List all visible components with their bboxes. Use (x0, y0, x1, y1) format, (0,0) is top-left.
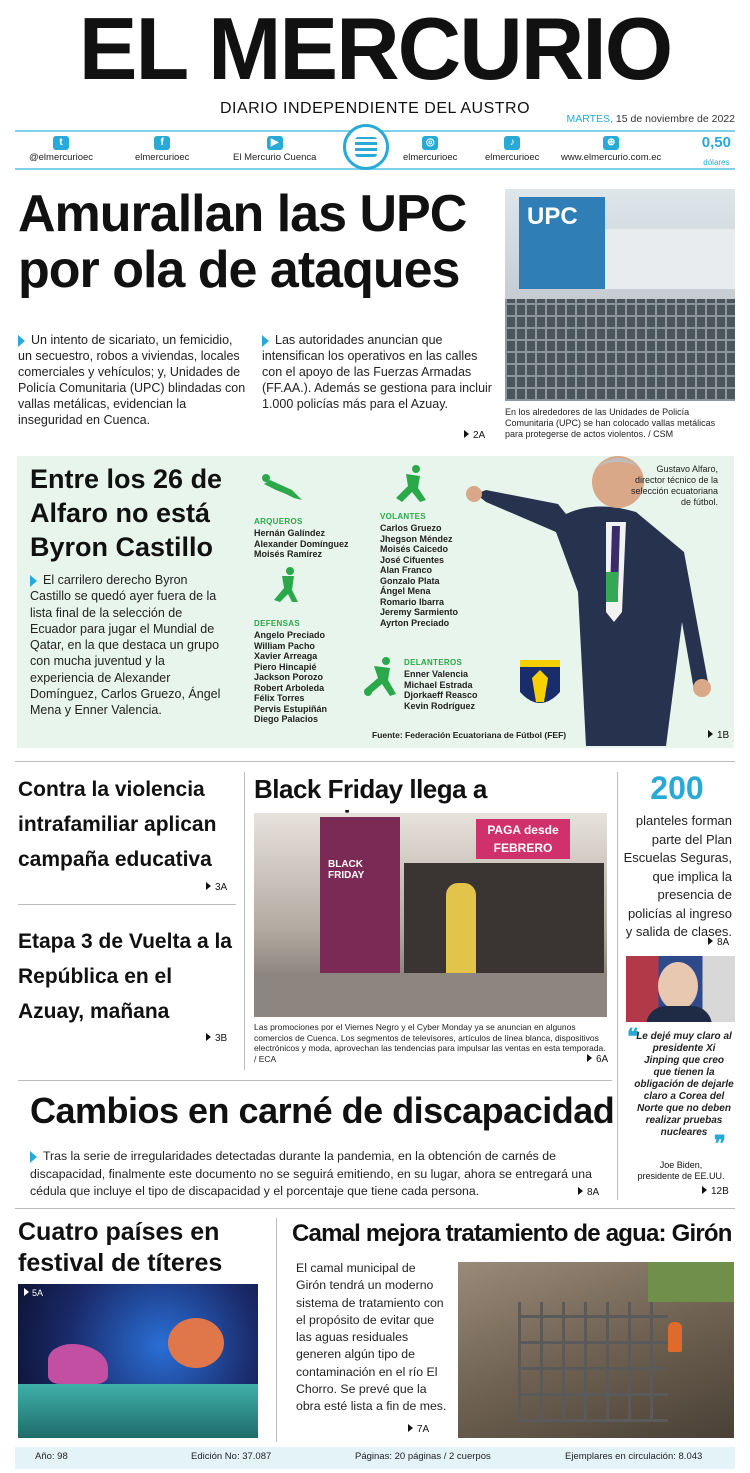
stat-text: planteles forman parte del Plan Escuelas Seguras, que implica la presencia de policías al ingreso y salida de clases. (623, 813, 732, 939)
volantes-title: VOLANTES (380, 512, 426, 521)
store-sign: PAGA desde FEBRERO (476, 819, 570, 859)
tiktok-icon: ♪ (504, 136, 520, 150)
metal-fence (505, 299, 735, 401)
midfielder-icon (390, 464, 430, 504)
disability-ref[interactable]: 8A (578, 1187, 599, 1198)
lead-headline[interactable]: Amurallan las UPC por ola de ataques (18, 185, 467, 299)
web-icon: ⊕ (603, 136, 619, 150)
upc-sign: UPC (527, 203, 578, 230)
bullet-icon (30, 1151, 37, 1163)
football-body: El carrilero derecho Byron Castillo se quedó ayer fuera de la lista final de la selección de Ecuador para jugar el Mundial de Qatar, en la que destaca un grupo con mucha juventud y la experiencia de Alexander Domínguez, Carlos Gruezo, Ángel Mena y Enner Valencia. (30, 573, 221, 718)
masthead-title: EL MERCURIO (78, 0, 672, 98)
biden-photo (626, 956, 735, 1022)
arqueros-list: Hernán Galíndez Alexander Domínguez Moisés Ramírez (254, 528, 349, 559)
lead-col1: Un intento de sicariato, un femicidio, un secuestro, robos a viviendas, locales comerciales y vehículos; y, Unidades de Policía Comunitaria (UPC) blindadas con vallas metálicas, evidencian la inseguridad en Cuenca. (18, 333, 246, 427)
puppets-ref[interactable]: 5A (24, 1288, 43, 1298)
arqueros-title: ARQUEROS (254, 517, 303, 526)
rebar-frame (518, 1302, 668, 1422)
lead-col2: Las autoridades anuncian que intensifican los operativos en las calles con el apoyo de las Fuerzas Armadas (FF.AA.). Además se gestiona para incluir 1.000 policías más para el Azuay. (262, 333, 492, 411)
water-ref[interactable]: 7A (408, 1424, 429, 1435)
puppets-headline[interactable]: Cuatro países en festival de títeres (18, 1218, 223, 1277)
quote-ref[interactable]: 12B (702, 1186, 729, 1197)
quote-open-icon: ❝ (627, 1024, 639, 1049)
disability-headline[interactable]: Cambios en carné de discapacidad (30, 1090, 615, 1131)
facebook-icon: f (154, 136, 170, 150)
date: MARTES, 15 de noviembre de 2022 (566, 113, 735, 125)
water-headline[interactable]: Camal mejora tratamiento de agua: Girón (292, 1220, 732, 1247)
social-bar (15, 130, 735, 170)
quote-author: Joe Biden, presidente de EE.UU. (637, 1160, 725, 1181)
instagram-icon: ◎ (422, 136, 438, 150)
social-tiktok[interactable]: ♪ elmercurioec (485, 137, 540, 163)
blackfriday-headline[interactable]: Black Friday llega a (254, 774, 487, 804)
violence-ref[interactable]: 3A (206, 882, 227, 893)
football-headline[interactable]: Entre los 26 de Alfaro no está Byron Castillo (30, 464, 223, 562)
bullet-icon (18, 335, 25, 347)
tagline: DIARIO INDEPENDIENTE DEL AUSTRO (219, 100, 531, 117)
cuenca-emblem-icon (343, 124, 389, 170)
biden-quote: Le dejé muy claro al presidente Xi Jinping que creo que tienen la obligación de dejarle claro a Corea del Norte que no deben realizar pruebas nucleares (634, 1031, 734, 1138)
defender-icon (268, 566, 304, 606)
water-body: El camal municipal de Girón tendrá un moderno sistema de tratamiento con el propósito de evitar que las aguas residuales generen algún tipo de contaminación en el río El Chorro. Se prevé que la obra esté lista a fin de mes. (296, 1261, 447, 1414)
bullet-icon (30, 575, 37, 587)
lead-ref[interactable]: 2A (464, 430, 485, 441)
blackfriday-ref[interactable]: 6A (587, 1054, 608, 1065)
delanteros-title: DELANTEROS (404, 658, 463, 667)
violence-headline[interactable]: Contra la violencia intrafamiliar aplican campaña educativa (18, 778, 217, 871)
price: 0,50 dólares (701, 134, 731, 167)
blackfriday-caption: Las promociones por el Viernes Negro y el Cyber Monday ya se anuncian en algunos comercios de Cuenca. Los segmentos de televisores, artículos de línea blanca, dispositivos electrónicos y moda, aprovechan las tendencias para impulsar las ventas en esta temporada. / ECA (254, 1022, 606, 1064)
upc-photo (505, 189, 735, 401)
football-source: Fuente: Federación Ecuatoriana de Fútbol (FEF) (372, 730, 567, 740)
social-youtube[interactable]: ▶ El Mercurio Cuenca (233, 137, 317, 163)
blackfriday-photo: BLACK FRIDAY PAGA desde FEBRERO (254, 813, 607, 1017)
delanteros-list: Enner Valencia Michael Estrada Djorkaeff Reasco Kevin Rodríguez (404, 669, 478, 711)
vuelta-ref[interactable]: 3B (206, 1033, 227, 1044)
goalkeeper-icon (258, 470, 304, 508)
social-facebook[interactable]: f elmercurioec (135, 137, 190, 163)
football-ref[interactable]: 1B (708, 730, 729, 741)
bullet-icon (262, 335, 269, 347)
defensas-list: Angelo Preciado William Pacho Xavier Arreaga Piero Hincapié Jackson Porozo Robert Arboleda Félix Torres Pervis Estupiñán Diego Palacios (254, 630, 328, 724)
water-photo (458, 1262, 734, 1438)
social-instagram[interactable]: ◎ elmercurioec (403, 137, 458, 163)
fef-logo-icon (516, 656, 564, 714)
youtube-icon: ▶ (267, 136, 283, 150)
upc-caption: En los alrededores de las Unidades de Policía Comunitaria (UPC) se han colocado vallas metálicas para protegerse de actos violentos. / CSM (505, 407, 716, 439)
footer-copies: Ejemplares en circulación: 8.043 (565, 1451, 703, 1462)
defensas-title: DEFENSAS (254, 619, 300, 628)
worker-figure (668, 1322, 682, 1352)
disability-body: Tras la serie de irregularidades detectadas durante la pandemia, en la obtención de carnés de discapacidad, finalmente este documento no se seguirá emitiendo, en su lugar, ahora se entregará una cédula que incluye el tipo de discapacidad y el porcentaje que tiene cada persona. (30, 1149, 592, 1198)
footer-edition: Edición No: 37.087 (191, 1451, 272, 1462)
volantes-list: Carlos Gruezo Jhegson Méndez Moisés Caicedo José Cifuentes Alan Franco Gonzalo Plata Ángel Mena Romario Ibarra Jeremy Sarmiento Ayrton Preciado (380, 523, 459, 628)
quote-close-icon: ❞ (714, 1131, 726, 1156)
puppets-photo (18, 1284, 258, 1438)
stat-ref[interactable]: 8A (708, 937, 729, 948)
stat-number: 200 (650, 770, 704, 806)
footer-bar (15, 1447, 735, 1469)
forward-icon (360, 656, 400, 698)
footer-pages: Páginas: 20 páginas / 2 cuerpos (355, 1451, 491, 1462)
social-web[interactable]: ⊕ www.elmercurio.com.ec (561, 137, 662, 163)
twitter-icon: t (53, 136, 69, 150)
alfaro-caption: Gustavo Alfaro, director técnico de la selección ecuatoriana de fútbol. (630, 464, 718, 507)
footer-year: Año: 98 (35, 1451, 68, 1462)
social-twitter[interactable]: t @elmercurioec (29, 137, 94, 163)
vuelta-headline[interactable]: Etapa 3 de Vuelta a la República en el Azuay, mañana (18, 930, 232, 1023)
puppet-figure (168, 1318, 224, 1368)
